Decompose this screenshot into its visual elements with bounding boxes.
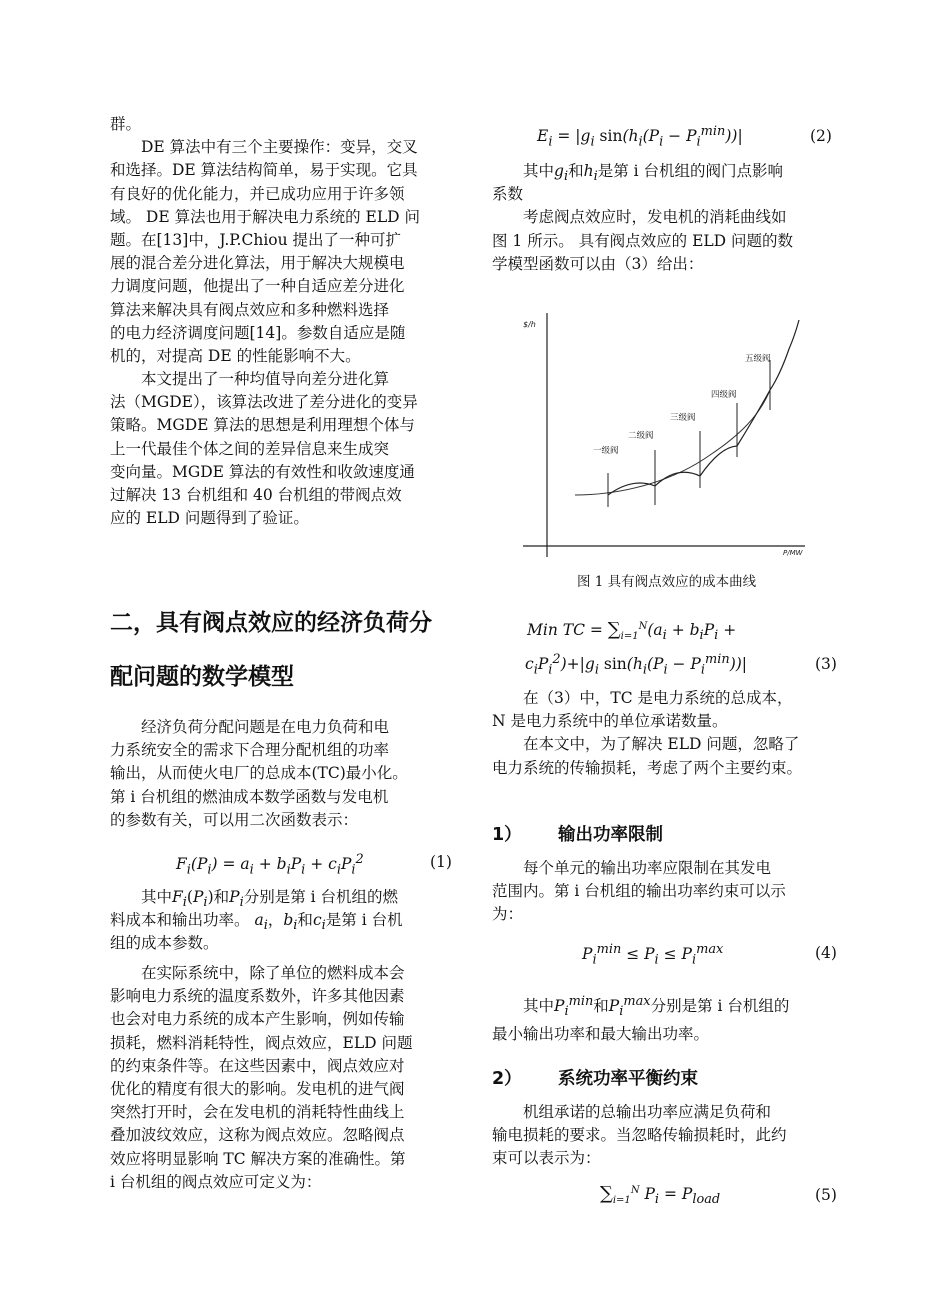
text-line: 也会对电力系统的成本产生影响，例如传输	[110, 1010, 405, 1029]
text-line: 考虑阀点效应时，发电机的消耗曲线如	[523, 208, 787, 227]
text-line: 变向量。MGDE 算法的有效性和收敛速度通	[110, 462, 415, 481]
output-limit-paragraph	[492, 857, 786, 927]
text-line: 每个单元的输出功率应限制在其发电	[523, 859, 772, 877]
valve-coef-paragraph	[492, 160, 793, 276]
equation-1: $F_i(P_i) = a_i + b_iP_i + c_iP_i^2$	[176, 852, 364, 878]
subsection-heading-1	[492, 821, 663, 846]
valve-label: 一级阀	[593, 446, 619, 456]
text-line: 域。 DE 算法也用于解决电力系统的 ELD 问	[110, 207, 420, 226]
section-heading-line: 二，具有阀点效应的经济负荷分	[110, 610, 432, 636]
section-heading-line: 配问题的数学模型	[110, 664, 294, 690]
equation-number: (2)	[810, 127, 832, 145]
equation-3-line-2: $c_iP_i^2)+|g_i$ $\sin(h_i(P_i - P_i^{min}))|$	[525, 652, 748, 678]
model-paragraph	[110, 716, 408, 832]
text-line: 范围内。第 i 台机组的输出功率约束可以示	[492, 882, 786, 901]
text-line: 优化的精度有很大的影响。发电机的进气阀	[110, 1079, 405, 1098]
valve-label: 五级阀	[745, 354, 771, 364]
x-axis-label: P/MW	[783, 549, 803, 557]
text-line: 机组承诺的总输出功率应满足负荷和	[523, 1103, 772, 1121]
text-line: 输电损耗的要求。当忽略传输损耗时，此约	[492, 1126, 787, 1145]
text-line: 束可以表示为：	[492, 1149, 601, 1168]
smooth-cost-curve	[575, 390, 770, 495]
equation-4: $P_i^{min} \le P_i \le P_i^{max}$	[582, 942, 724, 968]
text-line: 的参数有关，可以用二次函数表示：	[110, 810, 359, 829]
text-line: DE 算法中有三个主要操作：变异，交叉	[141, 138, 418, 157]
figure-1-cost-curve	[515, 305, 820, 560]
text-line: 系数	[492, 185, 524, 204]
text-line: 输出，从而使火电厂的总成本(TC)最小化。	[110, 764, 408, 783]
valve-label: 三级阀	[670, 413, 696, 423]
text-line: 群。	[110, 115, 142, 133]
text-line: 第 i 台机组的燃油成本数学函数与发电机	[110, 787, 389, 806]
equation-number: (5)	[815, 1186, 837, 1204]
text-line: 最小输出功率和最大输出功率。	[492, 1025, 710, 1044]
text-line: 过解决 13 台机组和 40 台机组的带阀点效	[110, 486, 402, 504]
equation-3-line-1: Min TC = $\sum_{i=1}^N(a_i + b_iP_i$ +	[527, 619, 737, 644]
text-line: 料成本和输出功率。 $a_i$，$b_i$和$c_i$是第 i 台机	[110, 911, 403, 934]
text-line: 展的混合差分进化算法，用于解决大规模电	[110, 254, 405, 273]
balance-paragraph	[492, 1101, 787, 1171]
subsection-number: 2）	[492, 1069, 522, 1089]
text-line: 图 1 所示。 具有阀点效应的 ELD 问题的数	[492, 231, 794, 250]
minmax-paragraph	[492, 990, 789, 1046]
subsection-title: 输出功率限制	[558, 825, 663, 845]
text-line: 其中$g_i$和$h_i$是第 i 台机组的阀门点影响	[523, 162, 784, 185]
text-line: 在（3）中，TC 是电力系统的总成本，	[523, 689, 793, 707]
cost-params-paragraph	[110, 886, 403, 956]
equation-number: (3)	[815, 655, 837, 673]
text-line: 的约束条件等。在这些因素中，阀点效应对	[110, 1056, 405, 1075]
text-line: 机的，对提高 DE 的性能影响不大。	[110, 346, 361, 365]
text-line: 在实际系统中，除了单位的燃料成本会	[141, 964, 405, 982]
tc-explanation-paragraph	[492, 687, 802, 780]
text-line: 有良好的优化能力，并已成功应用于许多领	[110, 184, 405, 203]
valve-label: 二级阀	[628, 431, 654, 441]
text-line: 力调度问题，他提出了一种自适应差分进化	[110, 277, 405, 296]
equation-5: $\sum_{i=1}^N$ $P_i = P_{load}$	[600, 1183, 721, 1208]
text-line: 影响电力系统的温度系数外，许多其他因素	[110, 987, 405, 1006]
text-line: 学模型函数可以由（3）给出：	[492, 254, 704, 273]
text-line: 力系统安全的需求下合理分配机组的功率	[110, 741, 390, 760]
figure-caption: 图 1 具有阀点效应的成本曲线	[577, 574, 757, 590]
equation-number: (4)	[815, 944, 837, 962]
text-line: 本文提出了一种均值导向差分进化算	[141, 370, 390, 389]
text-line: 应的 ELD 问题得到了验证。	[110, 509, 309, 528]
text-line: N 是电力系统中的单位承诺数量。	[492, 712, 728, 731]
text-line: 电力系统的传输损耗，考虑了两个主要约束。	[492, 758, 803, 777]
text-line: 上一代最佳个体之间的差异信息来生成突	[110, 439, 390, 458]
text-line: i 台机组的阀点效应可定义为：	[110, 1172, 322, 1191]
text-line: 为：	[492, 905, 524, 924]
intro-paragraph	[110, 113, 420, 530]
text-line: 叠加波纹效应，这称为阀点效应。忽略阀点	[110, 1126, 405, 1145]
text-line: 策略。MGDE 算法的思想是利用理想个体与	[110, 416, 415, 435]
text-line: 组的成本参数。	[110, 934, 219, 953]
text-line: 法（MGDE），该算法改进了差分进化的变异	[110, 393, 418, 412]
equation-2: $E_i = |g_i$ $\sin(h_i(P_i - P_i^{min}))|$	[537, 124, 743, 150]
text-line: 经济负荷分配问题是在电力负荷和电	[141, 718, 390, 736]
y-axis-label: $/h	[523, 320, 536, 329]
section-heading	[110, 596, 432, 704]
subsection-number: 1）	[492, 825, 522, 845]
text-line: 损耗，燃料消耗特性，阀点效应，ELD 问题	[110, 1033, 413, 1052]
equation-number: (1)	[430, 853, 452, 871]
text-line: 题。在[13]中，J.P.Chiou 提出了一种可扩	[110, 230, 402, 249]
text-line: 其中$F_i(P_i)$和$P_i$分别是第 i 台机组的燃	[141, 888, 399, 911]
subsection-title: 系统功率平衡约束	[558, 1069, 698, 1089]
valve-effect-paragraph	[110, 962, 412, 1194]
text-line: 和选择。DE 算法结构简单，易于实现。它具	[110, 161, 418, 180]
text-line: 的电力经济调度问题[14]。参数自适应是随	[110, 323, 406, 342]
text-line: 在本文中，为了解决 ELD 问题，忽略了	[523, 735, 800, 754]
text-line: 效应将明显影响 TC 解决方案的准确性。第	[110, 1149, 406, 1168]
subsection-heading-2	[492, 1065, 698, 1090]
text-line: 算法来解决具有阀点效应和多种燃料选择	[110, 300, 390, 319]
text-line: 突然打开时，会在发电机的消耗特性曲线上	[110, 1103, 405, 1122]
valve-label: 四级阀	[711, 390, 737, 400]
text-line: 其中$P_i^{min}$和$P_i^{max}$分别是第 i 台机组的	[523, 994, 790, 1020]
